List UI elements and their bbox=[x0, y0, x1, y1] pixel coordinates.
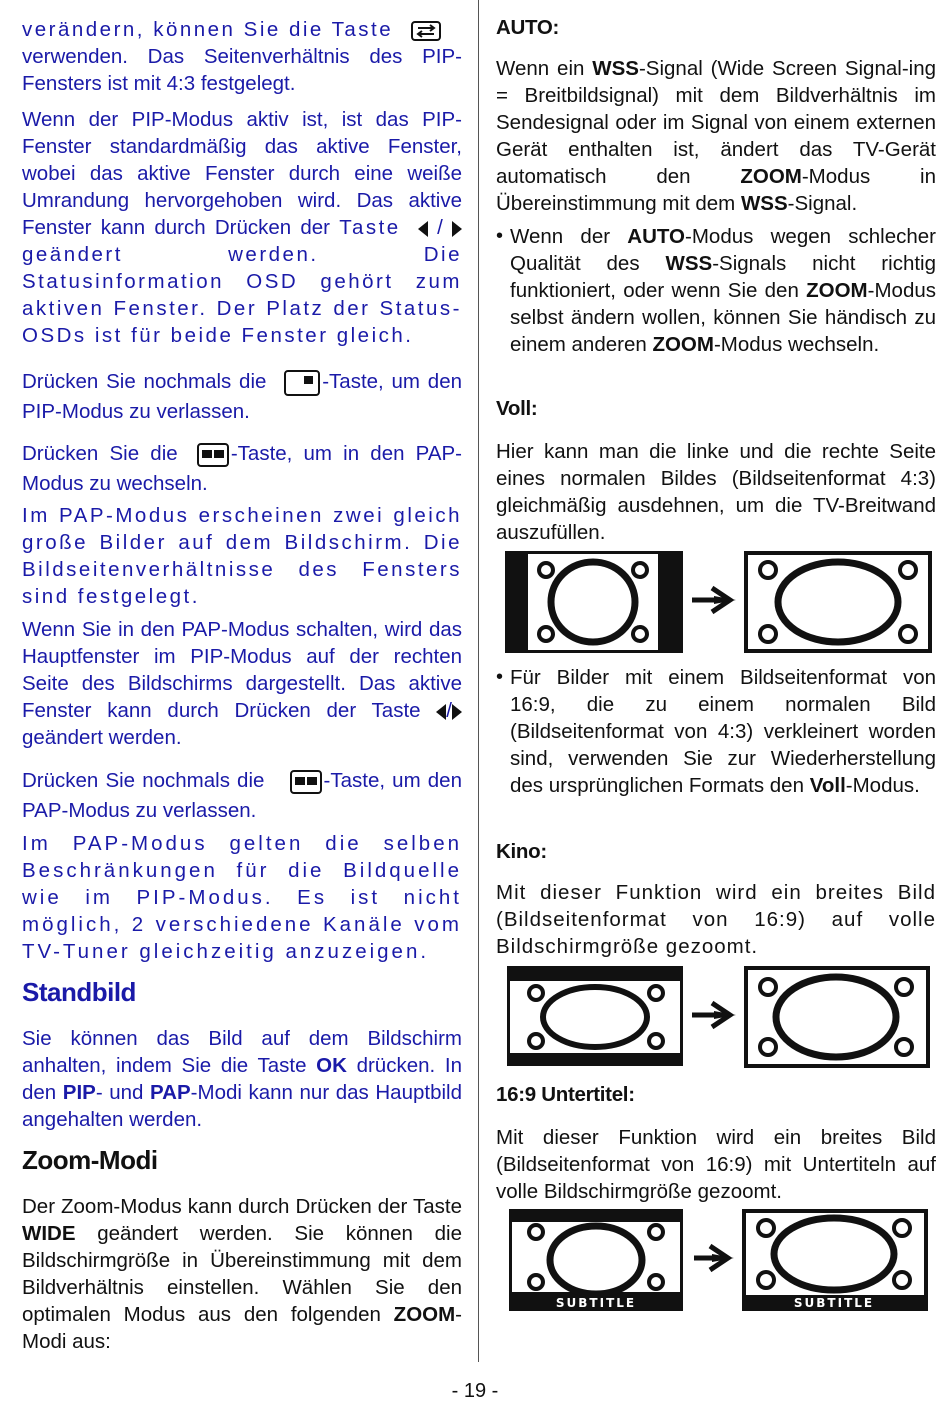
untertitel-source-screen bbox=[509, 1209, 683, 1311]
heading-standbild: Standbild bbox=[22, 977, 136, 1007]
standbild-paragraph: Sie können das Bild auf dem Bildschirm anhalten, indem Sie die Taste OK drücken. In den PIP- und PAP-Modi kann nur das Hauptbild angehalten werden. bbox=[22, 1027, 462, 1131]
heading-kino: Kino: bbox=[496, 840, 547, 863]
voll-bullet: • Für Bilder mit einem Bildseitenformat von 16:9, die zu einem normalen Bild (Bildseitenformat von 4:3) verkleinert worden sind, verwenden Sie zur Wiederherstellung des ursprünglichen Formats den Voll-Modus. bbox=[496, 666, 936, 797]
heading-auto: AUTO: bbox=[496, 16, 560, 39]
pap-icon bbox=[197, 443, 229, 467]
zoom-modi-paragraph: Der Zoom-Modus kann durch Drücken der Taste WIDE geändert werden. Sie können die Bildschirmgröße in Übereinstimmung mit dem Bildverhältnis einstellen. Wählen Sie den optimalen Modus aus den folgenden ZOOM-Modi aus: bbox=[22, 1195, 462, 1353]
kino-source-screen bbox=[507, 966, 683, 1066]
swap-window-icon bbox=[411, 21, 441, 41]
heading-voll: Voll: bbox=[496, 397, 538, 420]
pap-main-window-paragraph: Wenn Sie in den PAP-Modus schalten, wird das Hauptfenster im PIP-Modus auf der rechten Seite des Bildschirms dargestellt. Das aktive Fenster kann durch Drücken der Taste / geändert werden. bbox=[22, 618, 462, 749]
subtitle-label: SUBTITLE bbox=[793, 1296, 875, 1310]
kino-paragraph: Mit dieser Funktion wird ein breites Bild (Bildseitenformat von 16:9) auf volle Bildschirmgröße gezoomt. bbox=[496, 881, 936, 958]
voll-diagram bbox=[504, 550, 934, 654]
voll-result-screen bbox=[744, 551, 932, 653]
pip-active-window-paragraph: Wenn der PIP-Modus aktiv ist, ist das PIP-Fenster standardmäßig das aktive Fenster, wobei das aktive Fenster durch eine weiße Umrandung hervorgehoben wird. Das aktive Fenster kann durch Drücken der Taste / geändert werden. Die Statusinformation OSD gehört zum aktiven Fenster. Der Platz der Status-OSDs ist für beide Fenster gleich. bbox=[22, 108, 462, 347]
kino-diagram bbox=[506, 965, 936, 1070]
kino-result-screen bbox=[744, 966, 930, 1068]
pip-exit-paragraph: Drücken Sie nochmals die -Taste, um den PIP-Modus zu verlassen. bbox=[22, 370, 462, 423]
auto-paragraph: Wenn ein WSS-Signal (Wide Screen Signal-ing = Breitbildsignal) mit dem Bildverhältnis im Sendesignal oder im Signal von einem externen Gerät enthalten ist, ändert das TV-Gerät automatisch den ZOOM-Modus in Übereinstimmung mit dem WSS-Signal. bbox=[496, 57, 937, 215]
triangle-left-icon bbox=[436, 704, 446, 720]
page-number: - 19 - bbox=[451, 1380, 499, 1402]
pap-exit-paragraph: Drücken Sie nochmals die -Taste, um den PAP-Modus zu verlassen. bbox=[22, 769, 462, 822]
pap-icon bbox=[290, 770, 322, 794]
pap-enter-paragraph: Drücken Sie die -Taste, um in den PAP-Modus zu wechseln. bbox=[22, 442, 463, 495]
pap-restrictions-paragraph: Im PAP-Modus gelten die selben Beschränkungen für die Bildquelle wie im PIP-Modus. Es ist nicht möglich, 2 verschiedene Kanäle vom TV-Tuner gleichzeitig anzuzeigen. bbox=[22, 832, 462, 963]
untertitel-diagram bbox=[508, 1208, 938, 1312]
triangle-right-icon bbox=[452, 221, 462, 237]
arrow-right-icon bbox=[692, 588, 736, 612]
column-divider bbox=[478, 0, 479, 1362]
pap-description-paragraph: Im PAP-Modus erscheinen zwei gleich große Bilder auf dem Bildschirm. Die Bildseitenverhältnisse des Fensters sind festgelegt. bbox=[22, 504, 462, 608]
auto-bullet: • Wenn der AUTO-Modus wegen schlecher Qualität des WSS-Signals nicht richtig funktioniert, oder wenn Sie den ZOOM-Modus selbst ändern wollen, können Sie händisch zu einem anderen ZOOM-Modus wechseln. bbox=[496, 225, 936, 356]
heading-zoom-modi: Zoom-Modi bbox=[22, 1145, 158, 1175]
heading-untertitel: 16:9 Untertitel: bbox=[496, 1083, 635, 1106]
triangle-right-icon bbox=[452, 704, 462, 720]
untertitel-result-screen bbox=[742, 1209, 928, 1311]
voll-paragraph: Hier kann man die linke und die rechte Seite eines normalen Bildes (Bildseitenformat 4:3) gleichmäßig ausdehnen, um die TV-Breitwand auszufüllen. bbox=[496, 440, 936, 544]
subtitle-label: SUBTITLE bbox=[555, 1296, 637, 1310]
untertitel-paragraph: Mit dieser Funktion wird ein breites Bild (Bildseitenformat von 16:9) mit Untertiteln auf volle Bildschirmgröße gezoomt. bbox=[496, 1126, 936, 1203]
voll-source-screen bbox=[505, 551, 683, 653]
pip-aspect-paragraph: verändern, können Sie die Taste verwenden. Das Seitenverhältnis des PIP-Fensters ist mit 4:3 festgelegt. bbox=[22, 18, 462, 95]
pip-icon bbox=[284, 370, 320, 396]
arrow-right-icon bbox=[692, 1003, 736, 1027]
triangle-left-icon bbox=[418, 221, 428, 237]
arrow-right-icon bbox=[694, 1246, 734, 1270]
